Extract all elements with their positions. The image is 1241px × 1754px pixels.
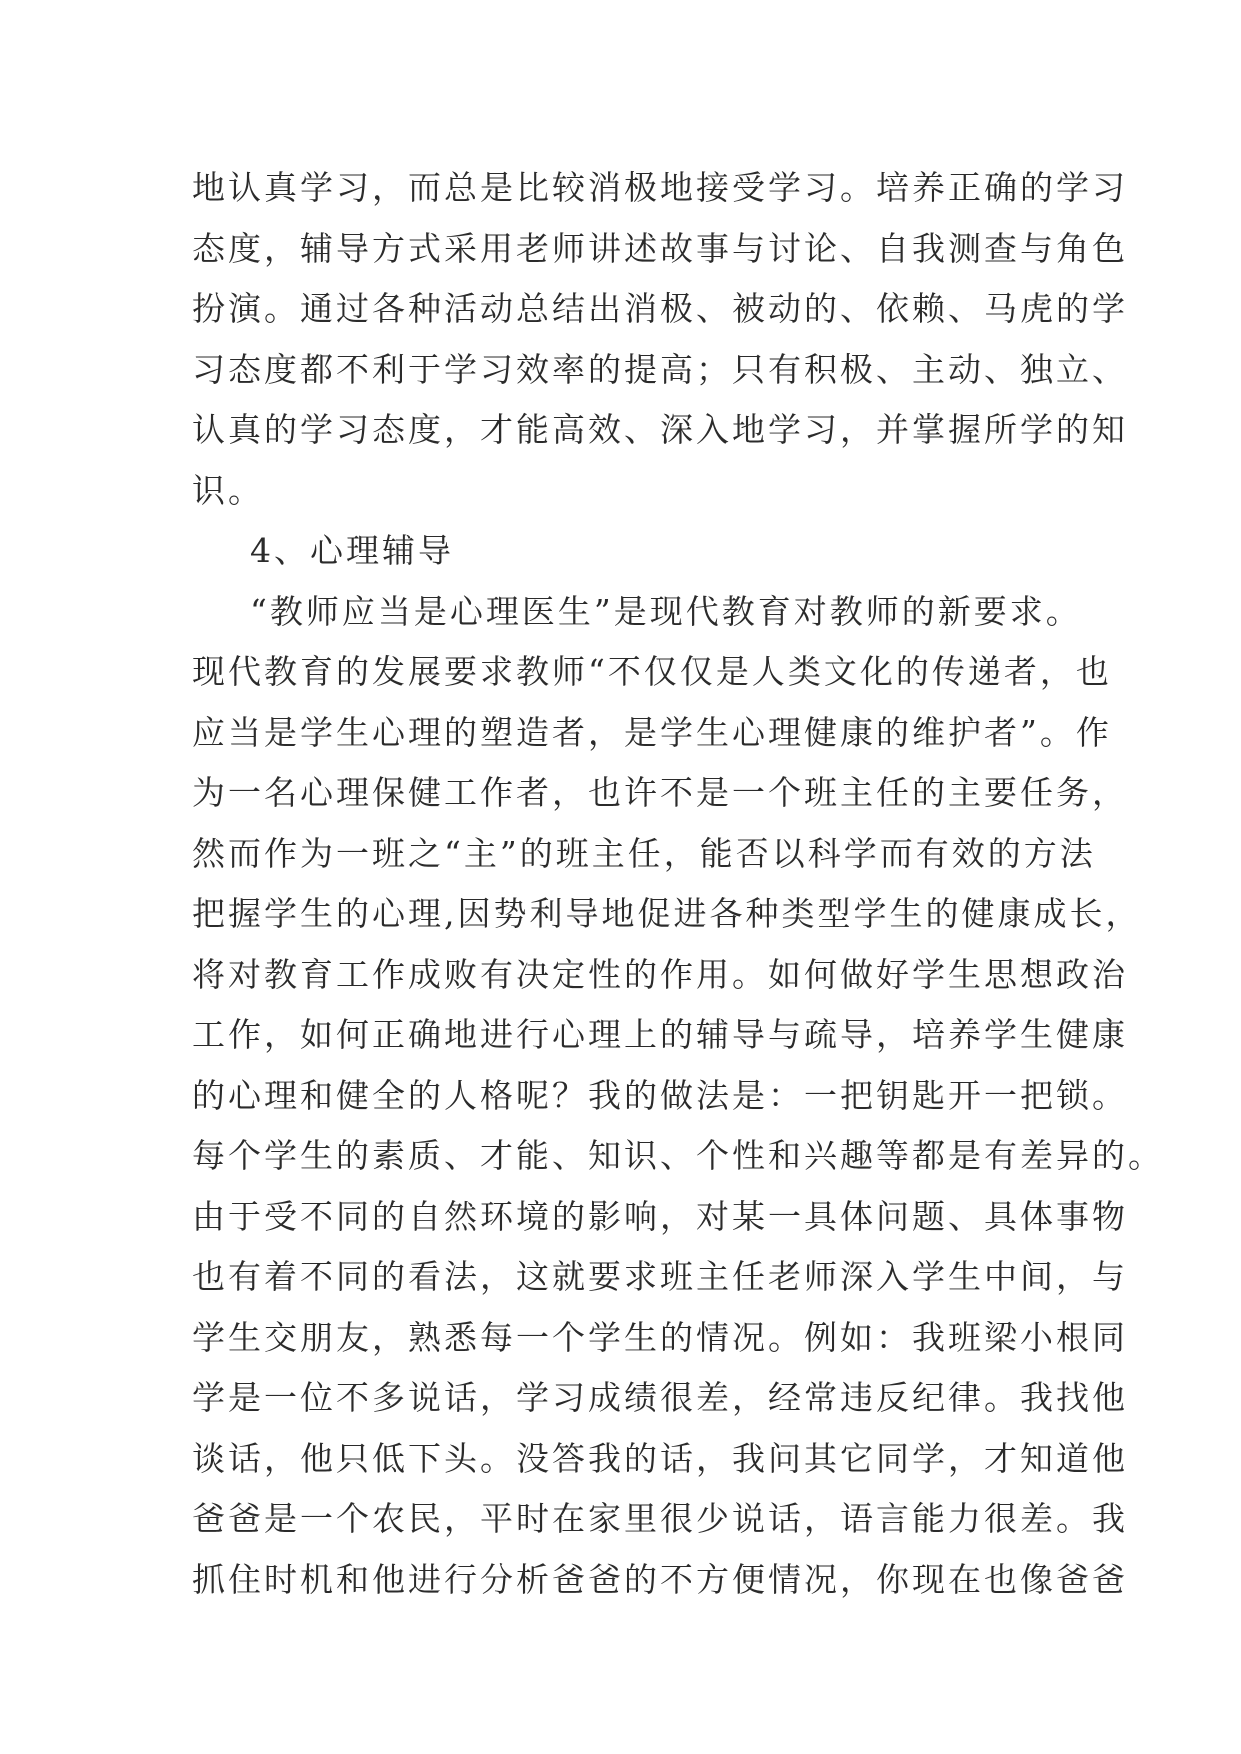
- text-line: 抓住时机和他进行分析爸爸的不方便情况，你现在也像爸爸: [192, 1559, 1128, 1599]
- text-line: 识。: [192, 470, 264, 510]
- text-line: 每个学生的素质、才能、知识、个性和兴趣等都是有差异的。: [192, 1136, 1164, 1175]
- text-line: 也有着不同的看法，这就要求班主任老师深入学生中间，与: [192, 1257, 1128, 1296]
- text-line: 学生交朋友，熟悉每一个学生的情况。例如：我班梁小根同: [192, 1317, 1128, 1357]
- text-line: 谈话，他只低下头。没答我的话，我问其它同学，才知道他: [192, 1438, 1128, 1478]
- text-line: 爸爸是一个农民，平时在家里很少说话，语言能力很差。我: [192, 1499, 1128, 1538]
- text-line: 由于受不同的自然环境的影响，对某一具体问题、具体事物: [192, 1196, 1128, 1236]
- text-line: 把握学生的心理,因势利导地促进各种类型学生的健康成长，: [192, 894, 1142, 933]
- paragraph-first-line: “教师应当是心理医生”是现代教育对教师的新要求。: [250, 591, 1082, 631]
- text-line: 习态度都不利于学习效率的提高；只有积极、主动、独立、: [192, 349, 1128, 389]
- text-line: 将对教育工作成败有决定性的作用。如何做好学生思想政治: [192, 954, 1128, 994]
- text-line: 的心理和健全的人格呢？我的做法是：一把钥匙开一把锁。: [192, 1075, 1128, 1115]
- body-text: [192, 158, 1164, 1610]
- text-line: 工作，如何正确地进行心理上的辅导与疏导，培养学生健康: [192, 1015, 1128, 1054]
- text-line: 然而作为一班之“主”的班主任，能否以科学而有效的方法: [192, 833, 1096, 873]
- section-heading: 4、心理辅导: [250, 531, 454, 570]
- text-line: 认真的学习态度，才能高效、深入地学习，并掌握所学的知: [192, 410, 1128, 449]
- text-line: 现代教育的发展要求教师“不仅仅是人类文化的传递者，也: [192, 652, 1112, 691]
- text-line: 为一名心理保健工作者，也许不是一个班主任的主要任务，: [192, 773, 1128, 812]
- text-line: 态度，辅导方式采用老师讲述故事与讨论、自我测查与角色: [192, 228, 1128, 268]
- text-line: 地认真学习，而总是比较消极地接受学习。培养正确的学习: [192, 168, 1128, 207]
- text-line: 扮演。通过各种活动总结出消极、被动的、依赖、马虎的学: [192, 289, 1128, 328]
- text-line: 应当是学生心理的塑造者，是学生心理健康的维护者”。作: [192, 712, 1112, 752]
- text-line: 学是一位不多说话，学习成绩很差，经常违反纪律。我找他: [192, 1378, 1128, 1417]
